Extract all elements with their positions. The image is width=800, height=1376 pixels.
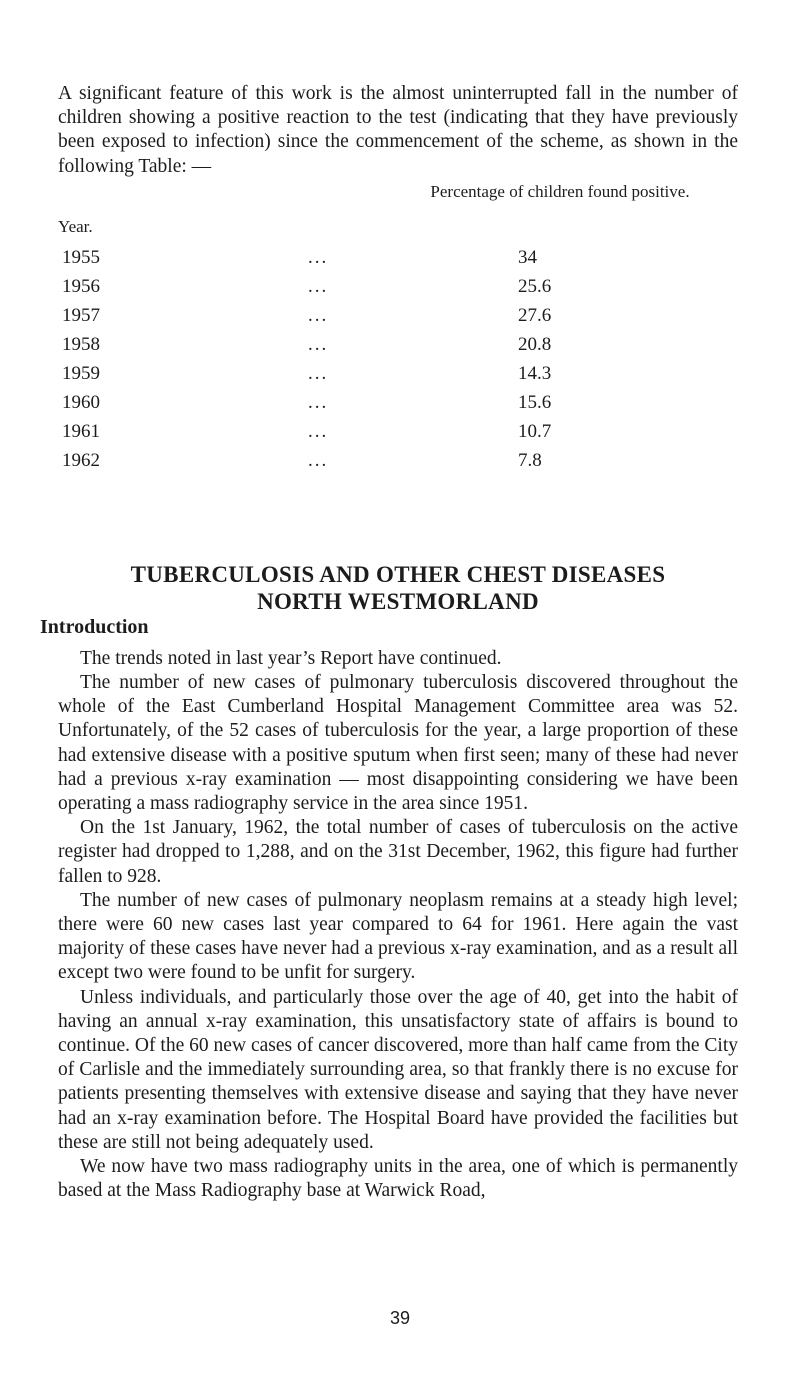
row-leader: ...: [308, 391, 329, 413]
row-value: 34: [518, 246, 537, 268]
body-paragraph: The number of new cases of pulmonary tuberculosis discovered throughout the whole of the East Cumberland Hospital Management Committee area was 52. Unfortunately, of the 52 cases of tuberculosis for the year, a large proportion of these had extensive disease with a positive sputum when first seen; many of these had never had a previous x-ray examination — most disappointing considering we have been operating a mass radiography service in the area since 1951.: [58, 672, 738, 815]
row-year: 1958: [62, 333, 100, 355]
body-paragraph: We now have two mass radiography units in the area, one of which is permanently based at the Mass Radiography base at Warwick Road,: [58, 1156, 738, 1202]
row-leader: ...: [308, 246, 329, 268]
body-paragraph: The trends noted in last year’s Report have continued.: [80, 647, 502, 669]
row-year: 1959: [62, 362, 100, 384]
row-value: 25.6: [518, 275, 552, 297]
row-value: 10.7: [518, 420, 552, 442]
row-year: 1956: [62, 275, 100, 297]
subsection-title: Introduction: [40, 615, 149, 638]
body-paragraph: Unless individuals, and particularly those over the age of 40, get into the habit of having an annual x-ray examination, this unsatisfactory state of affairs is bound to continue. Of the 60 new cases of cancer discovered, more than half came from the City of Carlisle and the immediately surrounding area, so that frankly there is no excuse for patients presenting themselves with extensive disease and saying that they have never had an x-ray examination before. The Hospital Board have provided the facilities but these are still not being adequately used.: [58, 986, 738, 1153]
page-number: 39: [389, 1308, 411, 1328]
row-year: 1960: [62, 391, 100, 413]
body-paragraph: The number of new cases of pulmonary neoplasm remains at a steady high level; there were 60 new cases last year compared to 64 for 1961. Here again the vast majority of these cases have never had a previous x-ray examination, and as a result all except two were found to be unfit for surgery.: [58, 889, 738, 984]
row-value: 7.8: [518, 449, 542, 471]
row-leader: ...: [308, 333, 329, 355]
row-leader: ...: [308, 304, 329, 326]
row-leader: ...: [308, 420, 329, 442]
table-header-percentage: Percentage of children found positive.: [430, 181, 690, 201]
intro-paragraph: A significant feature of this work is the almost uninterrupted fall in the number of children showing a positive reaction to the test (indicating that they have previously been exposed to infection) since the commencement of the scheme, as shown in the following Table: —: [58, 83, 738, 177]
row-year: 1961: [62, 420, 100, 442]
row-value: 20.8: [518, 333, 552, 355]
row-leader: ...: [308, 362, 329, 384]
row-leader: ...: [308, 449, 329, 471]
body-paragraph: On the 1st January, 1962, the total number of cases of tuberculosis on the active register had dropped to 1,288, and on the 31st December, 1962, this figure had further fallen to 928.: [58, 817, 738, 887]
section-title-line-2: NORTH WESTMORLAND: [257, 588, 539, 614]
positive-reaction-table: [58, 181, 738, 493]
section-title-line-1: TUBERCULOSIS AND OTHER CHEST DISEASES: [130, 561, 666, 587]
row-value: 27.6: [518, 304, 552, 326]
row-year: 1962: [62, 449, 100, 471]
row-value: 15.6: [518, 391, 552, 413]
row-leader: ...: [308, 275, 329, 297]
page-body: [40, 82, 738, 1203]
row-year: 1955: [62, 246, 100, 268]
row-value: 14.3: [518, 362, 552, 384]
row-year: 1957: [62, 304, 100, 326]
table-header-year: Year.: [58, 216, 93, 236]
